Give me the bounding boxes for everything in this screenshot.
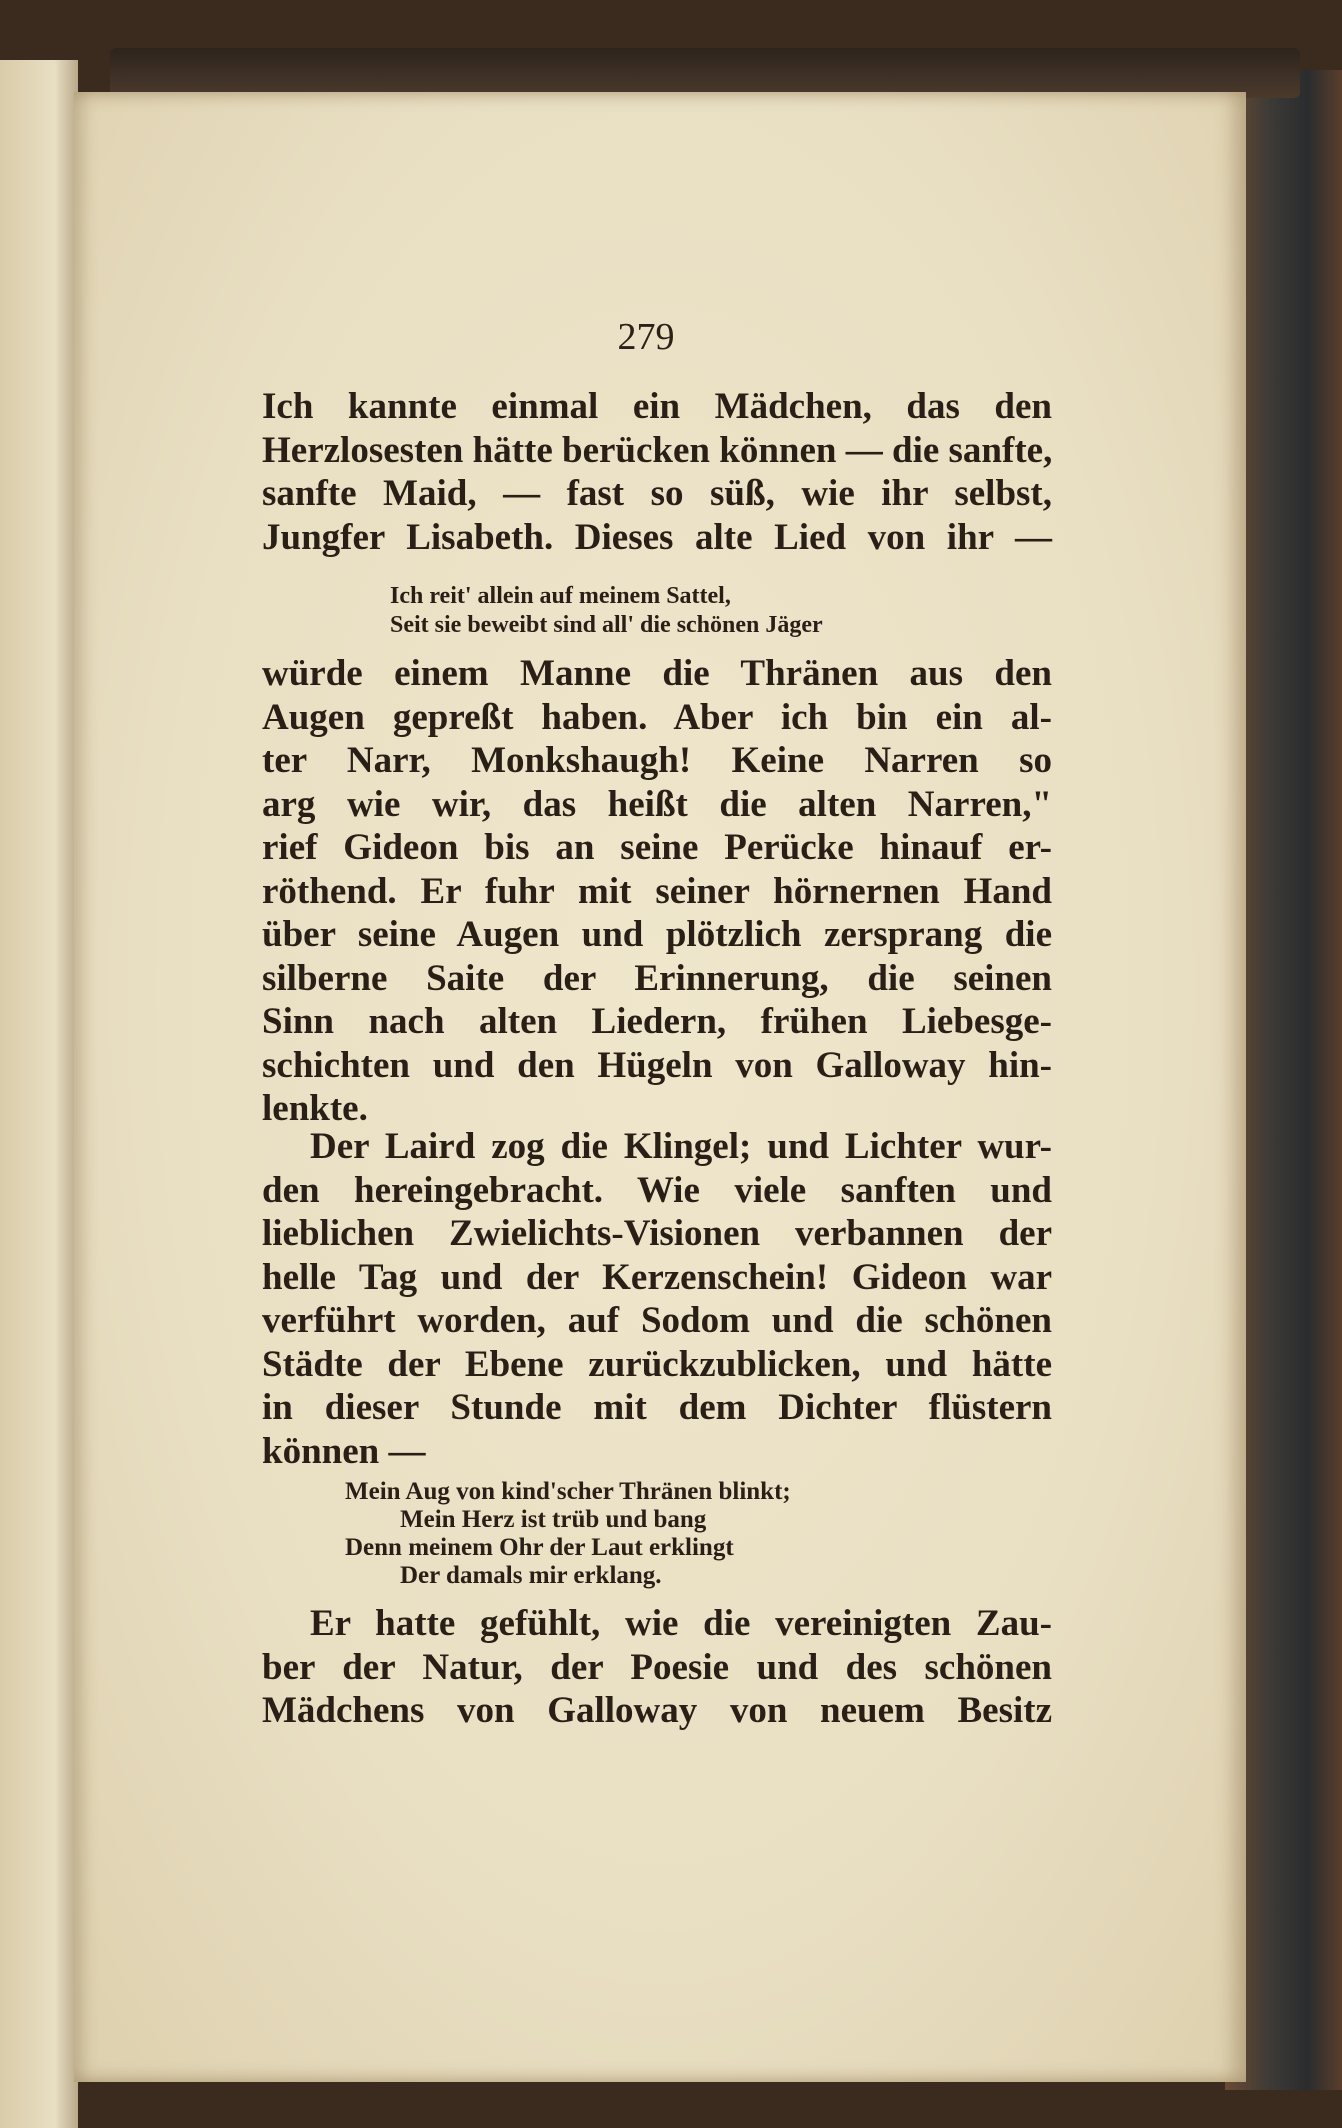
- text-line: rief Gideon bis an seine Perücke hinauf er-: [262, 827, 1052, 868]
- text-line: den hereingebracht. Wie viele sanften und: [262, 1169, 1052, 1211]
- text-line: Jungfer Lisabeth. Dieses alte Lied von ihr —: [262, 516, 1052, 558]
- book-cover-edge: [110, 48, 1300, 98]
- paragraph-4: [262, 1602, 1052, 1733]
- text-line: helle Tag und der Kerzenschein! Gideon war: [262, 1256, 1052, 1298]
- page-number: 279: [617, 316, 675, 358]
- text-line: Sinn nach alten Liedern, frühen Liebesge-: [262, 1001, 1052, 1042]
- text-line: über seine Augen und plötzlich zersprang die: [262, 914, 1052, 955]
- text-line: röthend. Er fuhr mit seiner hörnernen Hand: [262, 870, 1052, 912]
- text-line: schichten und den Hügeln von Galloway hin-: [262, 1044, 1052, 1086]
- text-line: Städte der Ebene zurückzublicken, und hätte: [262, 1343, 1052, 1385]
- text-line: können —: [262, 1430, 426, 1472]
- text-line: Er hatte gefühlt, wie die vereinigten Zau-: [310, 1603, 1052, 1644]
- verse-1: [390, 582, 823, 640]
- text-line: verführt worden, auf Sodom und die schönen: [262, 1300, 1052, 1341]
- verse-line: Mein Herz ist trüb und bang: [400, 1506, 707, 1533]
- text-line: Augen gepreßt haben. Aber ich bin ein al-: [262, 696, 1052, 738]
- text-line: würde einem Manne die Thränen aus den: [262, 653, 1052, 694]
- verse-line: Denn meinem Ohr der Laut erklingt: [345, 1534, 734, 1561]
- paragraph-1: [262, 385, 1052, 559]
- text-line: lieblichen Zwielichts-Visionen verbannen der: [262, 1213, 1052, 1254]
- facing-page-edge: [0, 60, 78, 2128]
- text-line: ter Narr, Monkshaugh! Keine Narren so: [262, 740, 1052, 781]
- verse-2: [345, 1478, 791, 1590]
- paragraph-3: [262, 1125, 1052, 1473]
- verse-line: Der damals mir erklang.: [400, 1562, 662, 1589]
- text-line: Der Laird zog die Klingel; und Lichter wur-: [310, 1126, 1052, 1167]
- text-line: arg wie wir, das heißt die alten Narren,": [262, 783, 1052, 825]
- verse-line: Ich reit' allein auf meinem Sattel,: [390, 583, 731, 609]
- text-line: lenkte.: [262, 1088, 368, 1129]
- verse-line: Seit sie beweibt sind all' die schönen Jäger: [390, 612, 823, 638]
- text-line: silberne Saite der Erinnerung, die seinen: [262, 957, 1052, 999]
- text-line: in dieser Stunde mit dem Dichter flüstern: [262, 1387, 1052, 1428]
- text-line: ber der Natur, der Poesie und des schönen: [262, 1646, 1052, 1688]
- text-line: Mädchens von Galloway von neuem Besitz: [262, 1690, 1052, 1731]
- text-line: sanfte Maid, — fast so süß, wie ihr selbst,: [262, 473, 1052, 514]
- paragraph-2: [262, 652, 1052, 1131]
- text-line: Ich kannte einmal ein Mädchen, das den: [262, 386, 1052, 427]
- verse-line: Mein Aug von kind'scher Thränen blinkt;: [345, 1478, 791, 1505]
- text-line: Herzlosesten hätte berücken können — die sanfte,: [262, 429, 1053, 471]
